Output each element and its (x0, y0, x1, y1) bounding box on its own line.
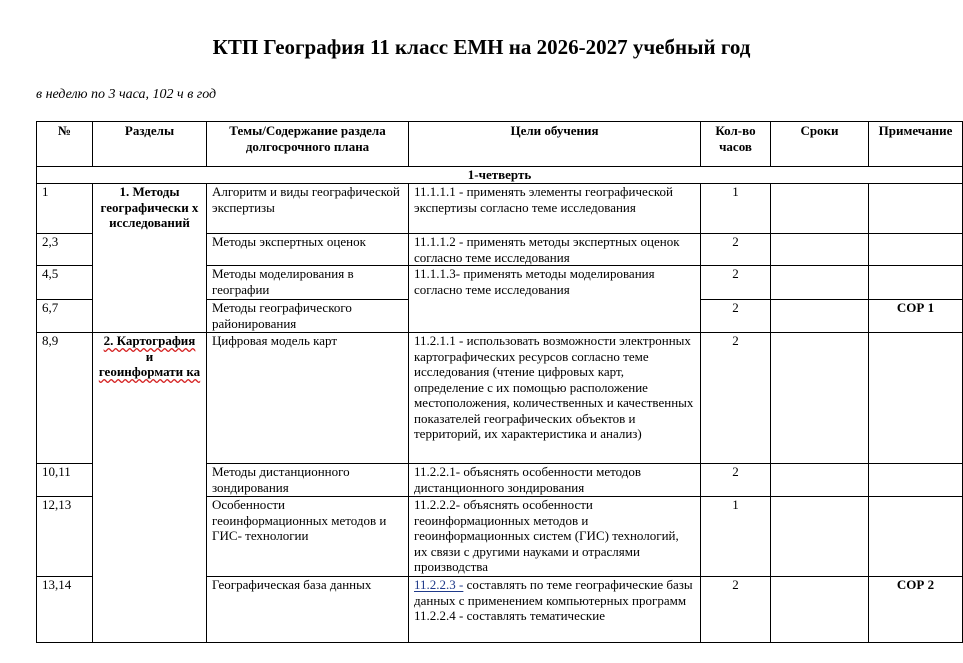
section-2-title-part1: 2. Картография (103, 333, 196, 348)
cell-topic: Особенности геоинформационных методов и ГИС- технологии (207, 497, 409, 577)
cell-goal: 11.2.2.1- объяснять особенности методов дистанционного зондирования (409, 464, 701, 497)
cell-goal: 11.2.2.2- объяснять особенности геоинформационных методов и геоинформационных систем (ГИС) технологий, их связи с другими науками и отраслями производства (409, 497, 701, 577)
cell-dates (771, 464, 869, 497)
cell-topic: Географическая база данных (207, 577, 409, 643)
cell-dates (771, 333, 869, 464)
cell-topic: Методы географического районирования (207, 300, 409, 333)
cell-dates (771, 234, 869, 266)
cell-goal: 11.2.1.1 - использовать возможности электронных картографических ресурсов согласно теме исследования (чтение цифровых карт, определение с их помощью расположение местоположения, количественных и качественных показателей географических объектов и территорий, их характеристика и анализ) (409, 333, 701, 464)
cell-hours: 2 (701, 234, 771, 266)
header-dates: Сроки (771, 122, 869, 167)
cell-note (869, 464, 963, 497)
cell-topic: Методы экспертных оценок (207, 234, 409, 266)
header-sections: Разделы (93, 122, 207, 167)
goal-text-line2: 11.2.2.4 - составлять тематические (414, 608, 605, 623)
cell-topic: Алгоритм и виды географической экспертизы (207, 184, 409, 234)
section-2-title-part3: геоинформати ка (98, 364, 201, 379)
cell-goal (409, 577, 701, 643)
cell-note: СОР 2 (869, 577, 963, 643)
cell-dates (771, 497, 869, 577)
cell-hours: 2 (701, 300, 771, 333)
section-1-title: 1. Методы географически х исследований (93, 184, 207, 333)
cell-goal: 11.1.1.1 - применять элементы географической экспертизы согласно теме исследования (409, 184, 701, 234)
cell-note (869, 266, 963, 300)
table-row (37, 184, 963, 234)
cell-hours: 2 (701, 266, 771, 300)
section-2-title-part2: и (145, 348, 154, 364)
header-goals: Цели обучения (409, 122, 701, 167)
cell-topic: Цифровая модель карт (207, 333, 409, 464)
header-topics: Темы/Содержание раздела долгосрочного плана (207, 122, 409, 167)
header-num: № (37, 122, 93, 167)
header-hours: Кол-во часов (701, 122, 771, 167)
cell-num: 6,7 (37, 300, 93, 333)
cell-hours: 1 (701, 184, 771, 234)
cell-note (869, 333, 963, 464)
quarter-row (37, 167, 963, 184)
cell-note (869, 184, 963, 234)
cell-note (869, 234, 963, 266)
cell-num: 13,14 (37, 577, 93, 643)
goal-text: составлять по теме географические базы данных с применением компьютерных программ (414, 577, 693, 608)
cell-num: 2,3 (37, 234, 93, 266)
cell-hours: 2 (701, 333, 771, 464)
table-row (37, 333, 963, 464)
cell-num: 1 (37, 184, 93, 234)
cell-num: 12,13 (37, 497, 93, 577)
ktp-table (36, 121, 963, 643)
cell-topic: Методы моделирования в географии (207, 266, 409, 300)
header-notes: Примечание (869, 122, 963, 167)
quarter-label: 1-четверть (37, 167, 963, 184)
cell-dates (771, 300, 869, 333)
cell-topic: Методы дистанционного зондирования (207, 464, 409, 497)
goal-code-link: 11.2.2.3 - (414, 577, 464, 592)
cell-note (869, 497, 963, 577)
cell-dates (771, 266, 869, 300)
document-subtitle: в неделю по 3 часа, 102 ч в год (36, 87, 217, 102)
cell-num: 8,9 (37, 333, 93, 464)
cell-hours: 2 (701, 464, 771, 497)
cell-goal: 11.1.1.2 - применять методы экспертных оценок согласно теме исследования (409, 234, 701, 266)
document-title: КТП География 11 класс ЕМН на 2026-2027 учебный год (212, 35, 751, 59)
cell-num: 4,5 (37, 266, 93, 300)
section-2-title (93, 333, 207, 643)
cell-note: СОР 1 (869, 300, 963, 333)
cell-num: 10,11 (37, 464, 93, 497)
table-header-row (37, 122, 963, 167)
cell-hours: 1 (701, 497, 771, 577)
cell-dates (771, 184, 869, 234)
cell-hours: 2 (701, 577, 771, 643)
cell-dates (771, 577, 869, 643)
cell-goal: 11.1.1.3- применять методы моделирования согласно теме исследования (409, 266, 701, 333)
